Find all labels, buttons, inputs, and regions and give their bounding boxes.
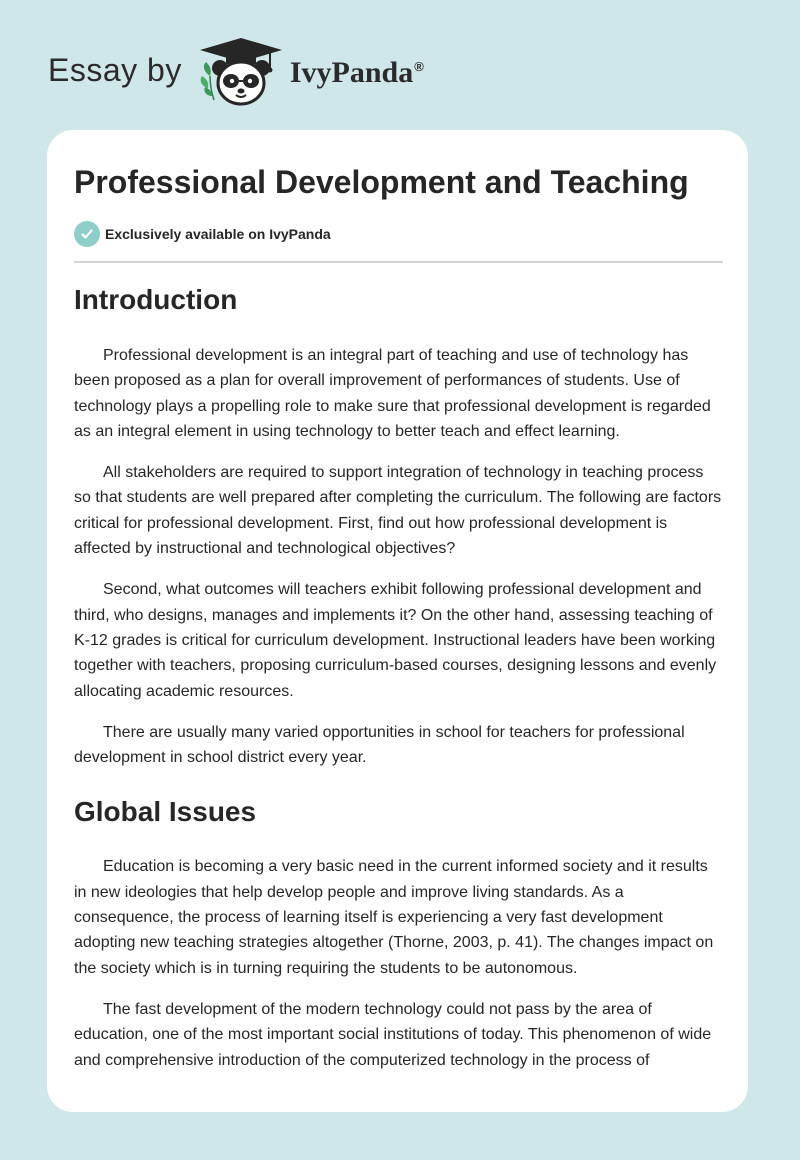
page-title: Professional Development and Teaching	[74, 164, 689, 200]
paragraph: All stakeholders are required to support integration of technology in teaching process so that students are well prepared after completing the curriculum. The following are factors critical for professional development. First, find out how professional development is affected by instructional and technological objectives?	[74, 464, 722, 558]
panda-graduation-cap-logo-icon[interactable]	[196, 36, 286, 108]
essay-card	[47, 130, 748, 1112]
site-header	[48, 36, 424, 108]
essay-body	[74, 282, 723, 1089]
essay-by-label: Essay by	[48, 51, 182, 88]
paragraph: The fast development of the modern technology could not pass by the area of education, one of the most important social institutions of today. This phenomenon of wide and comprehensive introduction of the computerized technology in the process of	[74, 1000, 712, 1069]
paragraph: Professional development is an integral part of teaching and use of technology has been proposed as a plan for overall improvement of performances of students. Use of technology plays a propelling role to make sure that professional development is regarded as an integral element in using technology to better teach and effect learning.	[74, 347, 711, 440]
exclusive-label: Exclusively available on IvyPanda	[105, 226, 331, 242]
section-heading-introduction: Introduction	[74, 284, 238, 315]
checkmark-icon	[74, 221, 100, 247]
brand-name[interactable]: IvyPanda®	[289, 56, 424, 89]
title-divider	[74, 261, 723, 263]
paragraph: There are usually many varied opportunities in school for teachers for professional development in school district every year.	[74, 723, 685, 767]
section-heading-global-issues: Global Issues	[74, 796, 257, 828]
exclusive-badge	[74, 221, 331, 247]
paragraph: Education is becoming a very basic need in the current informed society and it results in new ideologies that help develop people and improve living standards. As a consequence, the process of learning itself is experiencing a very fast development adopting new teaching strategies altogether (Thorne, 2003, p. 41). The changes impact on the society which is in turning requiring the students to be autonomous.	[74, 858, 714, 977]
registered-mark: ®	[414, 59, 424, 74]
paragraph: Second, what outcomes will teachers exhibit following professional development and third, who designs, manages and implements it? On the other hand, assessing teaching of K-12 grades is critical for curriculum development. Instructional leaders have been working together with teachers, proposing curriculum-based courses, designing lessons and evenly allocating academic resources.	[74, 581, 717, 700]
